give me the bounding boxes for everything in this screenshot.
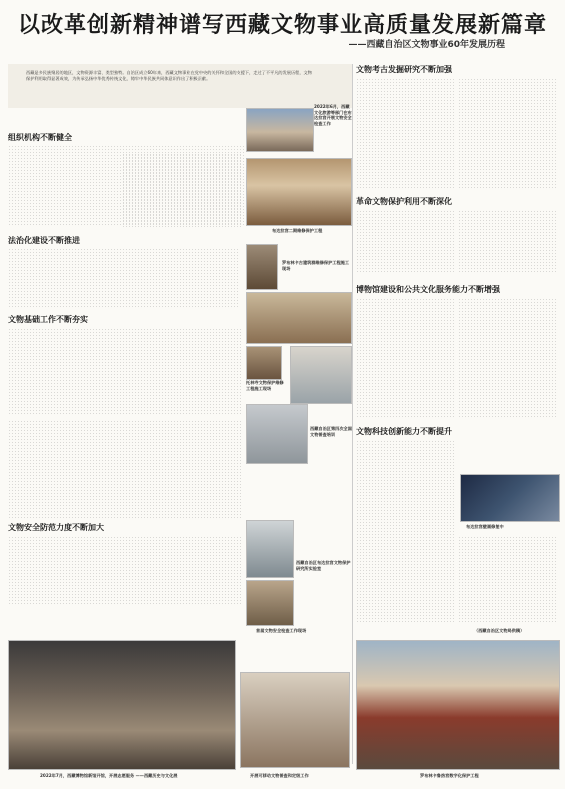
photo-lab [290, 346, 352, 404]
caption-census: 西藏自治区第四次全国文物普查培训 [310, 426, 352, 437]
text-base [8, 328, 242, 414]
photo-norbulingka [246, 244, 278, 290]
text-archaeo-col2 [458, 78, 558, 188]
text-museum-col1 [356, 298, 456, 418]
photo-museum-hall [8, 640, 236, 770]
caption-norbulingka: 罗布林卡古建筑群维修保护工程施工现场 [282, 260, 350, 271]
caption-inspection: 2022年6月，西藏文化旅游等部门在布达拉宫开展文物安全检查工作 [314, 104, 352, 126]
heading-safety: 文物安全防范力度不断加大 [8, 523, 104, 532]
caption-lab: 西藏自治区布达拉宫文物保护研究所实验室 [296, 560, 351, 571]
caption-cataloguing: 开展可移动文物普查和定级工作 [250, 773, 309, 778]
caption-toling: 托林寺文物保护维修工程施工现场 [246, 380, 284, 391]
heading-tech: 文物科技创新能力不断提升 [356, 427, 452, 436]
text-museum-col2 [458, 298, 558, 418]
text-base-cont [8, 420, 242, 518]
text-safety [8, 536, 242, 606]
page-subtitle: ——西藏自治区文物事业60年发展历程 [348, 40, 505, 50]
column-divider [352, 64, 353, 764]
photo-safety-check [246, 580, 294, 626]
photo-lab-2 [246, 520, 294, 578]
photo-inspection [246, 108, 314, 152]
caption-safety: 首届文物安全检查工作现场 [256, 628, 307, 633]
heading-archaeo: 文物考古发掘研究不断加强 [356, 65, 452, 74]
heading-law: 法治化建设不断推进 [8, 236, 80, 245]
caption-mural: 布达拉宫壁画修复中 [466, 524, 504, 529]
photo-cataloguing [240, 672, 350, 768]
photo-norbulingka-digital [356, 640, 560, 770]
text-revolution-col2 [458, 210, 558, 274]
text-org-col2 [122, 153, 242, 227]
text-revolution-col1 [356, 210, 456, 274]
heading-org: 组织机构不断健全 [8, 133, 72, 142]
caption-potala-maintenance: 布达拉宫二期维修保护工程 [272, 228, 323, 233]
text-tech-col1 [356, 440, 456, 624]
caption-museum: 2022年7月，西藏博物馆新馆开馆，开展志愿服务 ——西藏历史与文化展 [40, 773, 178, 778]
heading-museum: 博物馆建设和公共文化服务能力不断增强 [356, 285, 500, 294]
source-note: （西藏自治区文物局供稿） [474, 628, 525, 633]
text-tech-col2 [458, 536, 558, 624]
photo-toling [246, 346, 282, 380]
caption-norbulingka-digital: 罗布林卡鲁热宫数字化保护工程 [420, 773, 479, 778]
photo-mural-repair [460, 474, 560, 522]
page-title: 以改革创新精神谱写西藏文物事业高质量发展新篇章 [17, 12, 547, 38]
heading-base: 文物基础工作不断夯实 [8, 315, 88, 324]
text-archaeo-col1 [356, 78, 456, 188]
photo-potala-maintenance [246, 158, 352, 226]
lede-paragraph: 西藏是多民族聚居的地区，文物资源丰富、类型独特。自治区成立60年来，西藏文物事业在党中央的关怀和全国的支援下，走过了不平凡的发展历程，文物保护利用取得显著成效，为传承弘扬中华优秀传统文化、铸牢中华民族共同体意识作出了积极贡献。 [26, 70, 312, 81]
photo-workers [246, 292, 352, 344]
heading-revolution: 革命文物保护利用不断深化 [356, 197, 452, 206]
photo-census-training [246, 404, 308, 464]
text-law [8, 248, 240, 308]
